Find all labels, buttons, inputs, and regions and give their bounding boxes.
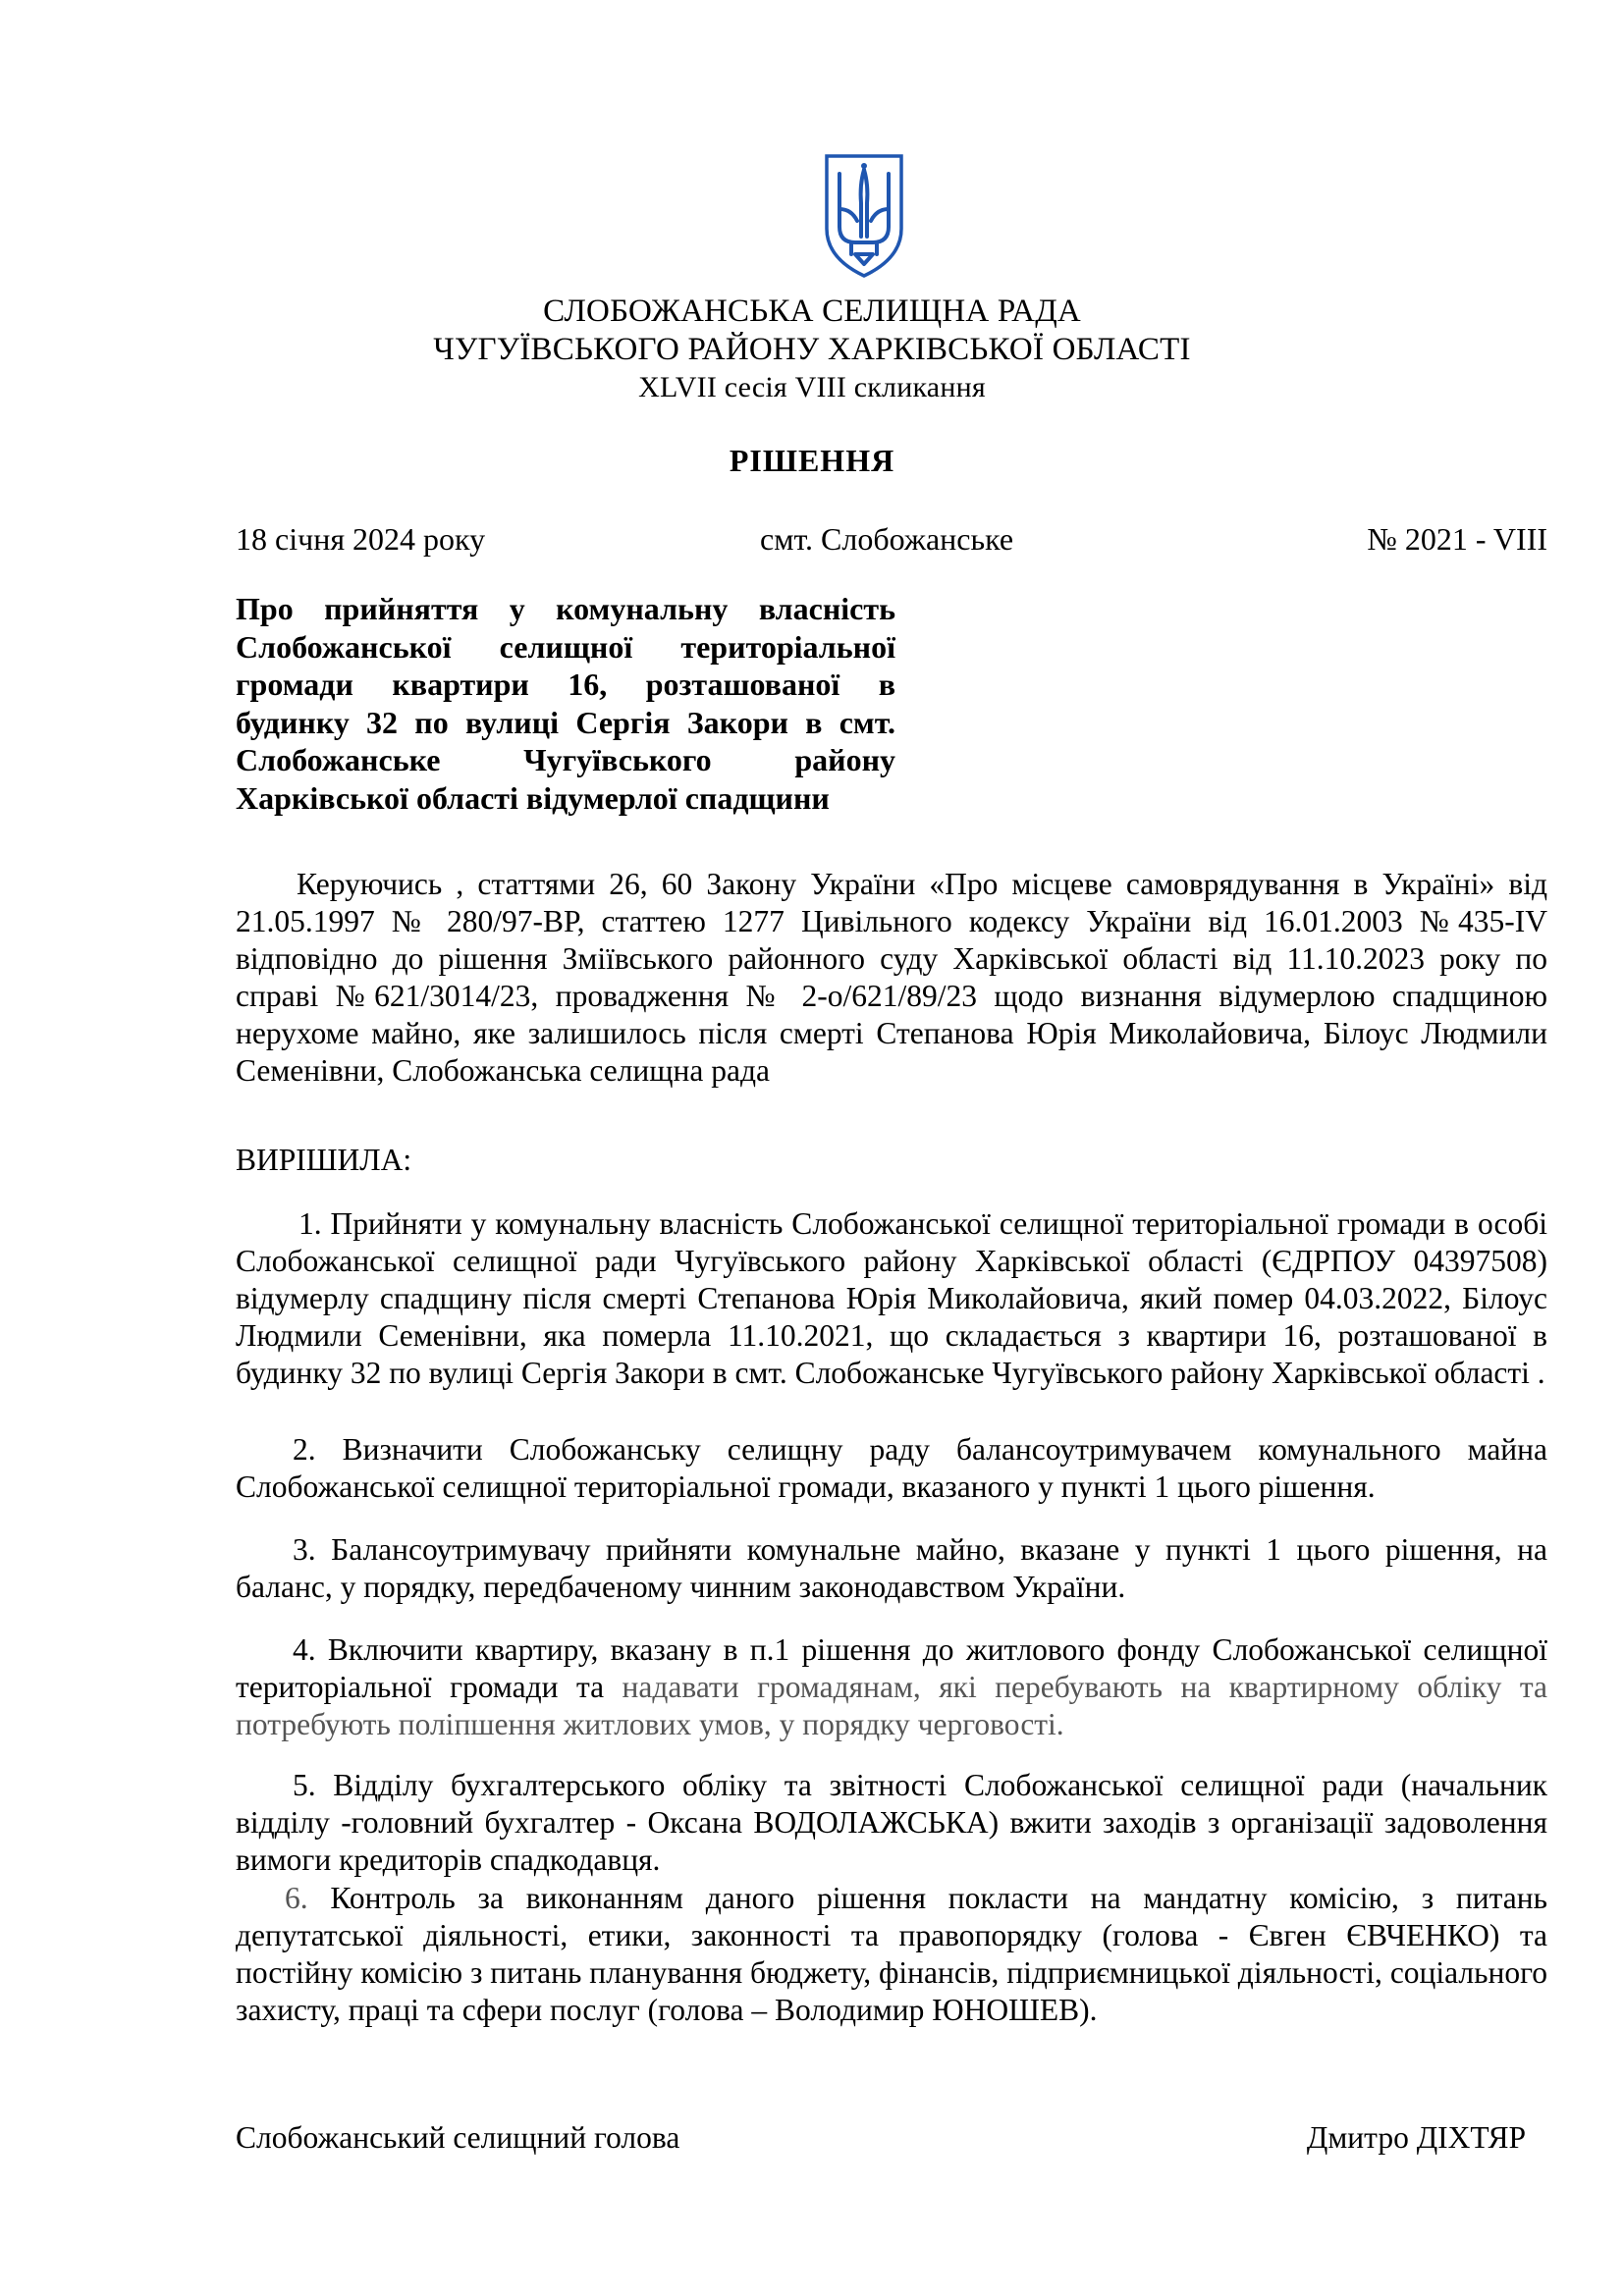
item-4-text-gray: надавати громадянам, які перебувають на квартирному обліку та потребують поліпшення житлових умов, у порядку черговості. bbox=[236, 1670, 1547, 1741]
item-4-text: 4. Включити квартиру, вказану в п.1 рішення до житлового фонду Слобожанської селищної територіальної громади та bbox=[236, 1632, 1547, 1704]
decision-item-3: 3. Балансоутримувачу прийняти комунальне майно, вказане у пункті 1 цього рішення, на баланс, у порядку, передбаченому чинним законодавством України. bbox=[236, 1532, 1547, 1604]
signatory-position: Слобожанський селищний голова bbox=[236, 2120, 680, 2155]
subject-line: Слобожанське Чугуївського району bbox=[236, 742, 895, 777]
session-info: XLVII сесія VIII скликання bbox=[638, 371, 986, 403]
document-title: РІШЕННЯ bbox=[729, 443, 895, 478]
decision-item-6 bbox=[236, 1880, 1547, 2029]
decision-item-4 bbox=[236, 1631, 1547, 1743]
decision-number: № 2021 - VIII bbox=[1367, 521, 1547, 557]
decision-date: 18 січня 2024 року bbox=[236, 521, 486, 557]
decision-subject bbox=[236, 590, 895, 817]
subject-line: громади квартири 16, розташованої в bbox=[236, 667, 895, 702]
preamble-paragraph: Керуючись , статтями 26, 60 Закону України «Про місцеве самоврядування в Україні» від 21.05.1997 № 280/97-ВР, статтею 1277 Цивільного кодексу України від 16.01.2003 №435-IV відповідно до рішення Зміївського районного суду Харківської області від 11.10.2023 року по справі №621/3014/23, провадження № 2-о/621/89/23 щодо визнання відумерлою спадщиною нерухоме майно, яке залишилось після смерті Степанова Юрія Миколайовича, Білоус Людмили Семенівни, Слобожанська селищна рада bbox=[236, 867, 1547, 1088]
subject-line: Слобожанської селищної територіальної bbox=[236, 628, 895, 665]
subject-line: Харківської області відумерлої спадщини bbox=[236, 779, 830, 816]
coat-of-arms-trident-icon bbox=[822, 152, 906, 280]
signatory-name: Дмитро ДІХТЯР bbox=[1306, 2120, 1526, 2155]
subject-line: будинку 32 по вулиці Сергія Закори в смт. bbox=[236, 704, 895, 740]
subject-line: Про прийняття у комунальну власність bbox=[236, 591, 895, 626]
decided-heading: ВИРІШИЛА: bbox=[236, 1143, 412, 1177]
decision-item-1: 1. Прийняти у комунальну власність Слобожанської селищної територіальної громади в особі Слобожанської селищної ради Чугуївського району Харківської області (ЄДРПОУ 04397508) відумерлу спадщину після смерті Степанова Юрія Миколайовича, який помер 04.03.2022, Білоус Людмили Семенівни, яка померла 11.10.2021, що складається з квартири 16, розташованої в будинку 32 по вулиці Сергія Закори в смт. Слобожанське Чугуївського району Харківської області . bbox=[236, 1206, 1547, 1390]
item-6-number: 6. bbox=[285, 1881, 308, 1915]
council-name: СЛОБОЖАНСЬКА СЕЛИЩНА РАДА bbox=[543, 294, 1081, 329]
item-6-text: Контроль за виконанням даного рішення покласти на мандатну комісію, з питань депутатської діяльності, етики, законності та правопорядку (голова - Євген ЄВЧЕНКО) та постійну комісію з питань планування бюджету, фінансів, підприємницької діяльності, соціального захисту, праці та сфери послуг (голова – Володимир ЮНОШЕВ). bbox=[236, 1881, 1547, 2027]
decision-item-5: 5. Відділу бухгалтерського обліку та звітності Слобожанської селищної ради (начальник відділу -головний бухгалтер - Оксана ВОДОЛАЖСЬКА) вжити заходів з організації задоволення вимоги кредиторів спадкодавця. bbox=[236, 1768, 1547, 1877]
council-region: ЧУГУЇВСЬКОГО РАЙОНУ ХАРКІВСЬКОЇ ОБЛАСТІ bbox=[433, 332, 1191, 367]
decision-item-2: 2. Визначити Слобожанську селищну раду балансоутримувачем комунального майна Слобожанської селищної територіальної громади, вказаного у пункті 1 цього рішення. bbox=[236, 1432, 1547, 1504]
decision-place: смт. Слобожанське bbox=[760, 521, 1014, 557]
